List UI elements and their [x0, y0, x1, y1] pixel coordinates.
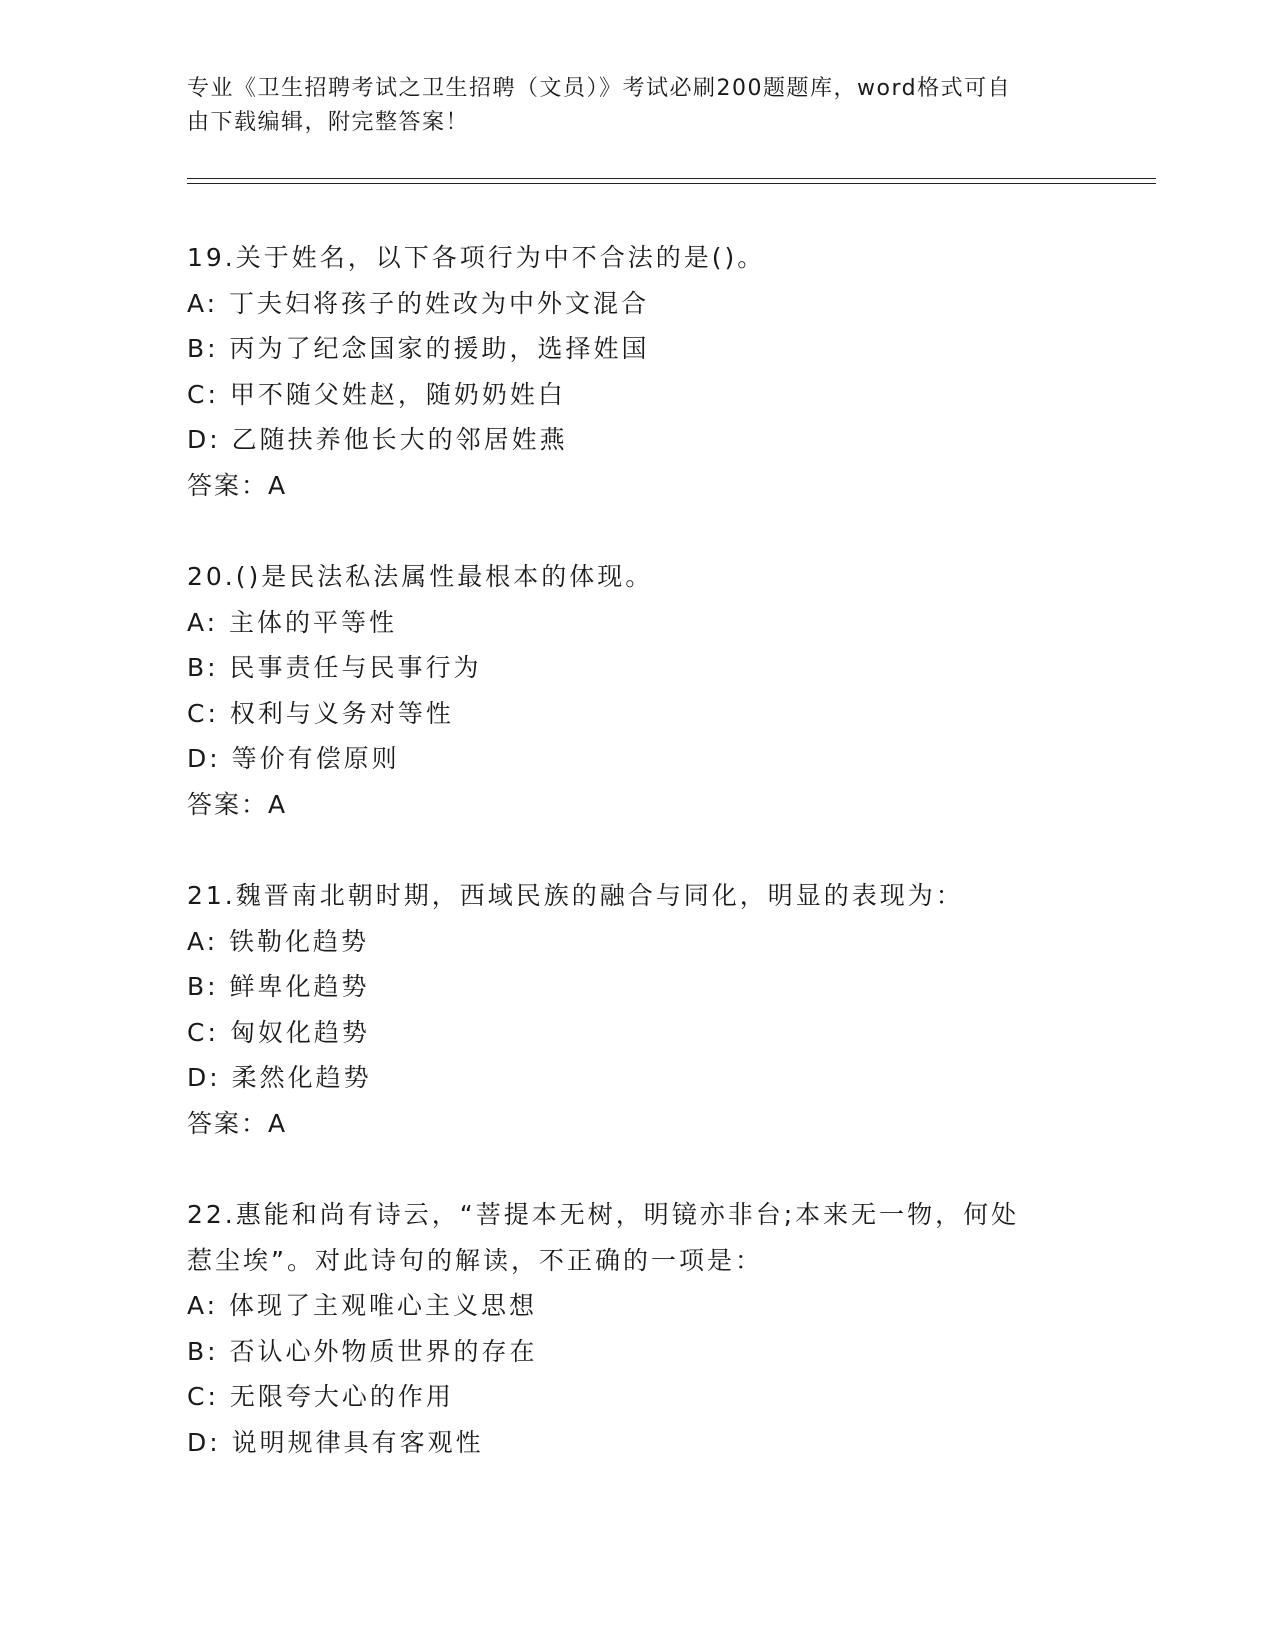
- question-title-line-1: 22.惠能和尚有诗云，“菩提本无树，明镜亦非台;本来无一物，何处: [187, 1200, 1020, 1229]
- option-b: B: 鲜卑化趋势: [187, 972, 370, 1001]
- header-line-2: 由下载编辑，附完整答案！: [187, 110, 470, 135]
- document-header: [187, 72, 1067, 140]
- header-divider-top: [187, 178, 1156, 179]
- header-line-1: 专业《卫生招聘考试之卫生招聘（文员）》考试必刷200题题库，word格式可自: [187, 76, 1012, 101]
- option-c: C: 无限夸大心的作用: [187, 1382, 454, 1411]
- option-c: C: 甲不随父姓赵，随奶奶姓白: [187, 379, 566, 409]
- question-title: 19.关于姓名，以下各项行为中不合法的是()。: [187, 243, 766, 272]
- answer-line: 答案：A: [187, 789, 288, 819]
- question-20: [187, 554, 1087, 827]
- question-19: [187, 235, 1087, 508]
- option-d: D: 柔然化趋势: [187, 1063, 372, 1092]
- answer-line: 答案：A: [187, 470, 288, 500]
- option-c: C: 权利与义务对等性: [187, 698, 454, 728]
- option-d: D: 等价有偿原则: [187, 744, 400, 773]
- question-title-line-2: 惹尘埃”。对此诗句的解读，不正确的一项是：: [187, 1245, 763, 1275]
- question-22: [187, 1192, 1087, 1465]
- answer-line: 答案：A: [187, 1108, 288, 1138]
- question-21: [187, 873, 1087, 1146]
- option-b: B: 丙为了纪念国家的援助，选择姓国: [187, 334, 650, 363]
- option-b: B: 否认心外物质世界的存在: [187, 1336, 538, 1366]
- option-d: D: 说明规律具有客观性: [187, 1427, 484, 1457]
- option-c: C: 匈奴化趋势: [187, 1017, 370, 1047]
- option-a: A: 体现了主观唯心主义思想: [187, 1291, 538, 1320]
- option-a: A: 铁勒化趋势: [187, 926, 370, 956]
- option-a: A: 主体的平等性: [187, 607, 398, 637]
- option-a: A: 丁夫妇将孩子的姓改为中外文混合: [187, 288, 650, 318]
- option-d: D: 乙随扶养他长大的邻居姓燕: [187, 425, 568, 454]
- question-title: 21.魏晋南北朝时期，西域民族的融合与同化，明显的表现为：: [187, 881, 964, 910]
- question-title: 20.()是民法私法属性最根本的体现。: [187, 562, 654, 591]
- header-divider-bottom: [187, 183, 1156, 184]
- option-b: B: 民事责任与民事行为: [187, 653, 482, 682]
